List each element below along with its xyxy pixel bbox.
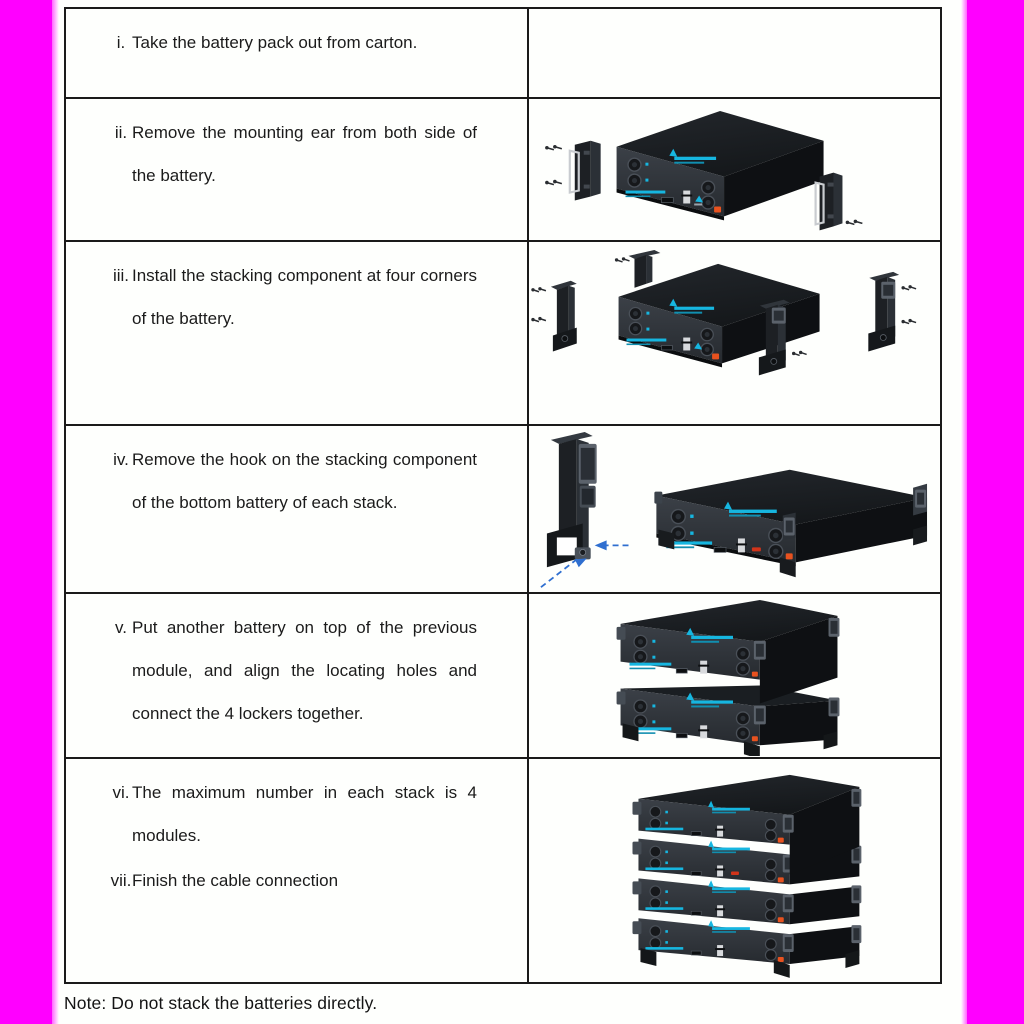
step-numeral: i. [116,33,126,52]
step-line [66,771,517,857]
step-illustration-cell [529,9,940,97]
arrowhead-diagonal [575,558,587,567]
module-3 [632,878,861,924]
step-illustration-cell [529,426,940,592]
step-text-cell [66,759,529,982]
step-text-cell [66,426,529,592]
right-band-fade [961,0,967,1024]
step-line [66,438,517,524]
table-row [66,99,940,242]
table-row [66,242,940,426]
step-numeral: iii. [112,266,130,285]
battery-with-four-stacking-components-illustration [529,242,940,423]
front-right-component-screws [792,351,807,356]
arrowhead-left [595,540,607,550]
step-text-cell [66,594,529,757]
left-magenta-band [0,0,52,1024]
step-text-cell [66,99,529,240]
table-row [66,9,940,99]
hook-removal-illustration [529,426,940,591]
step-line [66,21,517,64]
stacking-component-with-hook [547,432,597,567]
step-numeral: vii. [110,871,132,890]
step-description: Finish the cable connection [132,871,339,890]
step-numeral: v. [115,618,127,637]
hook-part [575,547,591,559]
battery-with-mounting-ears-illustration [529,99,940,239]
note-text: Note: Do not stack the batteries directly. [64,993,378,1013]
step-line [66,111,517,197]
stacking-component-back-left [629,250,661,288]
module-4 [632,918,861,978]
four-stacked-modules-illustration [529,759,940,979]
step-numeral: iv. [113,450,129,469]
right-screw-arrows [846,220,863,225]
step-description: Take the battery pack out from carton. [132,33,418,52]
right-magenta-band [967,0,1024,1024]
table-row [66,426,940,594]
left-mounting-ear [570,141,601,201]
table-row [66,759,940,982]
step-description: The maximum number in each stack is 4 modules. [132,783,477,845]
left-screw-arrows [545,145,562,185]
step-description: Remove the mounting ear from both side of the battery. [132,123,477,185]
stacking-component-right [868,272,899,352]
stacking-component-left [551,281,577,352]
step-line [66,254,517,340]
two-stacked-modules-illustration [529,594,940,756]
module-lower [617,686,840,757]
step-description: Install the stacking component at four corners of the battery. [132,266,477,328]
step-line [66,859,517,902]
step-description: Remove the hook on the stacking component of the bottom battery of each stack. [132,450,477,512]
step-numeral: ii. [114,123,128,142]
left-band-fade [52,0,59,1024]
step-line [66,606,517,735]
right-component-screws [901,285,916,324]
step-illustration-cell [529,99,940,240]
right-mounting-ear [816,173,843,231]
step-text-cell [66,9,529,97]
step-illustration-cell [529,759,940,982]
step-description: Put another battery on top of the previous module, and align the locating holes and connect the 4 lockers together. [132,618,477,723]
step-illustration-cell [529,242,940,424]
back-left-component-screws [615,257,630,262]
step-text-cell [66,242,529,424]
step-illustration-cell [529,594,940,757]
instruction-table [64,7,942,984]
left-component-screws [531,287,546,322]
step-numeral: vi. [112,783,130,802]
table-row [66,594,940,759]
